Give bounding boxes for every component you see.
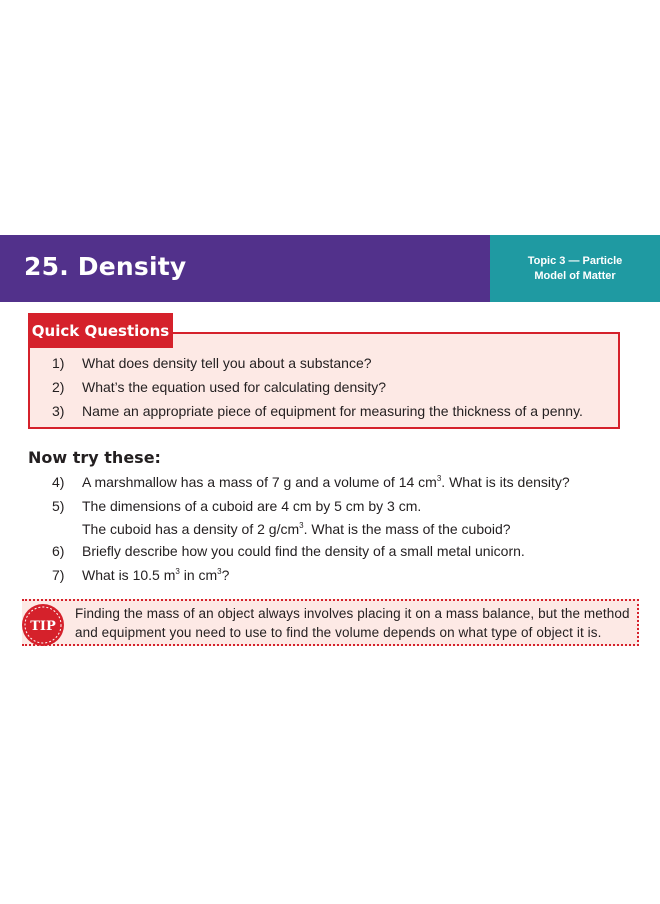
question-text: The cuboid has a density of 2 $g/cm^3$. What is the mass of the cuboid? <box>82 521 511 537</box>
tip-badge-icon <box>20 602 66 648</box>
question-text: The dimensions of a cuboid are 4 cm by 5 cm by 3 cm. <box>82 498 422 514</box>
tip-text <box>75 604 630 642</box>
quick-questions-heading: Quick Questions <box>31 321 170 340</box>
quick-questions-list <box>52 351 632 423</box>
question-number: 4) <box>52 474 65 490</box>
tip-badge-label: TIP <box>30 619 56 634</box>
tip-line: and equipment you need to use to find the volume depends on what type of object it is. <box>75 625 602 640</box>
question-number: 7) <box>52 567 65 583</box>
question-item <box>52 563 632 587</box>
question-text: What does density tell you about a substance? <box>82 355 372 371</box>
question-number: 2) <box>52 379 65 395</box>
question-text: Name an appropriate piece of equipment for measuring the thickness of a penny. <box>82 403 583 419</box>
question-number: 3) <box>52 403 65 419</box>
topic-line-1: Topic 3 — Particle <box>527 254 623 267</box>
question-item <box>52 539 632 563</box>
topic-line-2: Model of Matter <box>534 269 616 282</box>
question-number: 6) <box>52 543 65 559</box>
question-number: 1) <box>52 355 65 371</box>
question-text: A marshmallow has a mass of 7 g and a volume of 14 $cm^3$. What is its density? <box>82 474 570 490</box>
tip-line: Finding the mass of an object always involves placing it on a mass balance, but the method <box>75 606 630 621</box>
now-try-heading: Now try these: <box>28 448 161 467</box>
question-number: 5) <box>52 498 65 514</box>
question-text: Briefly describe how you could find the density of a small metal unicorn. <box>82 543 525 559</box>
page-header <box>0 235 660 302</box>
question-item <box>52 399 632 423</box>
question-text: What is 10.5 $m^3$ in $cm^3$? <box>82 567 230 583</box>
question-item <box>52 375 632 399</box>
quick-questions-tab <box>28 313 173 348</box>
page-title: 25. Density <box>24 252 187 281</box>
question-item <box>52 351 632 375</box>
question-item <box>52 494 632 539</box>
topic-badge <box>490 235 660 302</box>
now-try-list <box>52 470 632 587</box>
question-text: What’s the equation used for calculating density? <box>82 379 387 395</box>
question-item <box>52 470 632 494</box>
